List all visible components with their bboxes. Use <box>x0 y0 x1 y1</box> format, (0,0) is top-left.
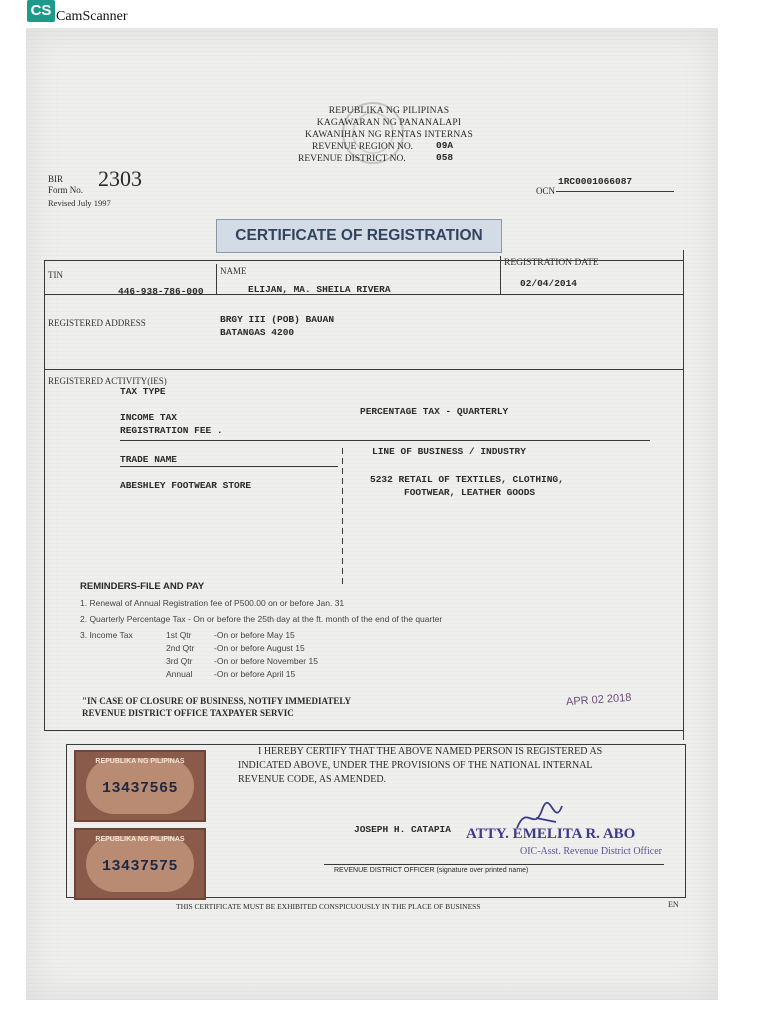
documentary-stamp-2 <box>74 828 206 900</box>
header-line-1: REPUBLIKA NG PILIPINAS <box>328 106 450 116</box>
stamp-1-number: 13437565 <box>101 780 178 797</box>
reminder-1: 1. Renewal of Annual Registration fee of P500.00 on or before Jan. 31 <box>80 598 345 608</box>
signed-officer-title: OIC-Asst. Revenue District Officer <box>520 846 663 857</box>
certification-line-2: INDICATED ABOVE, UNDER THE PROVISIONS OF THE NATIONAL INTERNAL <box>238 760 593 771</box>
line-of-business-label: LINE OF BUSINESS / INDUSTRY <box>372 446 526 457</box>
signed-officer-name: ATTY. EMELITA R. ABO <box>466 826 636 842</box>
name-label: NAME <box>220 266 247 276</box>
reminder-3-label: 3. Income Tax <box>80 630 133 640</box>
form-number: 2303 <box>98 166 142 191</box>
footer-code: EN <box>668 900 679 909</box>
certification-line-1: I HEREBY CERTIFY THAT THE ABOVE NAMED PERSON IS REGISTERED AS <box>258 746 603 757</box>
reminder-q3-due: -On or before November 15 <box>214 656 318 666</box>
stamp-2-header: REPUBLIKA NG PILIPINAS <box>95 836 185 843</box>
reminder-q1-due: -On or before May 15 <box>214 630 295 640</box>
activity-label: REGISTERED ACTIVITY(IES) <box>48 376 167 386</box>
revised-date: Revised July 1997 <box>48 198 111 208</box>
header-line-2: KAGAWARAN NG PANANALAPI <box>316 118 462 128</box>
district-number: 058 <box>436 152 454 163</box>
bir-label: BIR <box>48 174 64 184</box>
region-label: REVENUE REGION NO. <box>312 142 414 152</box>
documentary-stamp-1 <box>74 750 206 822</box>
officer-signature-label: REVENUE DISTRICT OFFICER (signature over printed name) <box>334 867 529 874</box>
line-of-business-1: 5232 RETAIL OF TEXTILES, CLOTHING, <box>370 474 564 485</box>
reminder-q1: 1st Qtr <box>166 630 192 640</box>
trade-name-label: TRADE NAME <box>120 454 178 465</box>
app-name: CamScanner <box>56 9 128 24</box>
form-no-label: Form No. <box>48 185 84 195</box>
reminder-q2-due: -On or before August 15 <box>214 643 305 653</box>
address-line-2: BATANGAS 4200 <box>220 327 295 338</box>
received-stamp-date: APR 02 2018 <box>565 691 632 709</box>
exhibit-notice: THIS CERTIFICATE MUST BE EXHIBITED CONSPICUOUSLY IN THE PLACE OF BUSINESS <box>176 902 481 911</box>
typed-officer-name: JOSEPH H. CATAPIA <box>354 824 451 835</box>
taxpayer-name: ELIJAN, MA. SHEILA RIVERA <box>248 284 391 295</box>
line-of-business-2: FOOTWEAR, LEATHER GOODS <box>404 487 536 498</box>
tax-income: INCOME TAX <box>120 412 178 423</box>
certification-line-3: REVENUE CODE, AS AMENDED. <box>238 774 387 785</box>
reminder-q2: 2nd Qtr <box>166 643 195 653</box>
tax-percentage: PERCENTAGE TAX - QUARTERLY <box>360 406 509 417</box>
stamp-2-number: 13437575 <box>101 858 178 875</box>
reminder-2: 2. Quarterly Percentage Tax - On or before the 25th day at the ft. month of the end of the quarter <box>80 614 443 624</box>
reminder-annual: Annual <box>166 669 193 679</box>
district-label: REVENUE DISTRICT NO. <box>298 154 406 164</box>
camscanner-logo-icon: CS <box>27 0 55 22</box>
tax-type-label: TAX TYPE <box>120 386 166 397</box>
reminders-title: REMINDERS-FILE AND PAY <box>80 581 205 592</box>
trade-name: ABESHLEY FOOTWEAR STORE <box>120 480 252 491</box>
certificate-title: CERTIFICATE OF REGISTRATION <box>216 219 502 253</box>
closure-notice-1: "IN CASE OF CLOSURE OF BUSINESS, NOTIFY IMMEDIATELY <box>82 696 352 706</box>
tin-value: 446-938-786-000 <box>118 286 204 297</box>
region-number: 09A <box>436 140 454 151</box>
address-line-1: BRGY III (POB) BAUAN <box>220 314 335 325</box>
reminder-q3: 3rd Qtr <box>166 656 193 666</box>
registration-date-label: REGISTRATION DATE <box>504 258 599 268</box>
registration-date: 02/04/2014 <box>520 278 578 289</box>
tin-label: TIN <box>48 270 63 280</box>
certificate-page <box>26 28 718 1000</box>
stamp-1-header: REPUBLIKA NG PILIPINAS <box>95 758 185 765</box>
address-label: REGISTERED ADDRESS <box>48 318 146 328</box>
oc-label: OCN <box>536 186 556 196</box>
header-line-3: KAWANIHAN NG RENTAS INTERNAS <box>305 130 473 140</box>
closure-notice-2: REVENUE DISTRICT OFFICE TAXPAYER SERVIC <box>82 708 294 718</box>
reminder-annual-due: -On or before April 15 <box>214 669 296 679</box>
tax-registration-fee: REGISTRATION FEE . <box>120 425 223 436</box>
oc-number: 1RC0001066087 <box>558 176 633 187</box>
